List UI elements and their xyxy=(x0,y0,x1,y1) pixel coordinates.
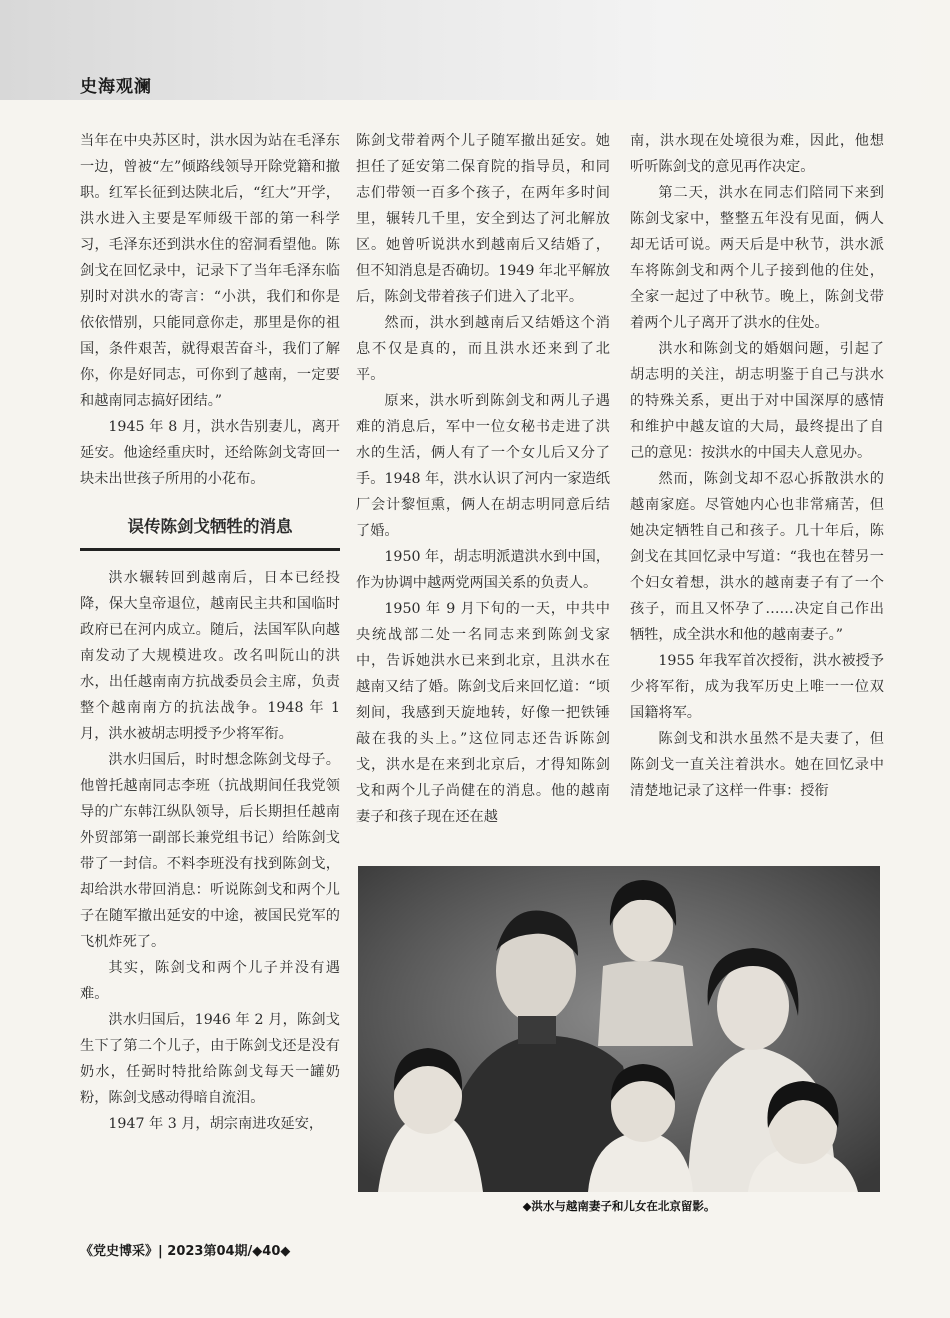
photo-caption: ◆洪水与越南妻子和儿女在北京留影。 xyxy=(522,1199,716,1213)
paragraph: 洪水归国后，时时想念陈剑戈母子。他曾托越南同志李班（抗战期间任我党领导的广东韩江纵队领导，后长期担任越南外贸部第一副部长兼党组书记）给陈剑戈带了一封信。不料李班没有找到陈剑戈，却给洪水带回消息：听说陈剑戈和两个儿子在随军撤出延安的中途，被国民党军的飞机炸死了。 xyxy=(80,752,340,950)
paragraph: 然而，陈剑戈却不忍心拆散洪水的越南家庭。尽管她内心也非常痛苦，但她决定牺牲自己和孩子。几十年后，陈剑戈在其回忆录中写道：“我也在替另一个妇女着想，洪水的越南妻子有了一个孩子，而且又怀孕了……决定自己作出牺牲，成全洪水和他的越南妻子。” xyxy=(630,471,884,643)
paragraph: 第二天，洪水在同志们陪同下来到陈剑戈家中，整整五年没有见面，俩人却无话可说。两天后是中秋节，洪水派车将陈剑戈和两个儿子接到他的住处，全家一起过了中秋节。晚上，陈剑戈带着两个儿子离开了洪水的住处。 xyxy=(630,185,884,331)
column-2 xyxy=(356,128,610,830)
paragraph: 1950 年，胡志明派遣洪水到中国，作为协调中越两党两国关系的负责人。 xyxy=(356,549,610,591)
section-title: 史海观澜 xyxy=(80,77,152,97)
paragraph: 洪水和陈剑戈的婚姻问题，引起了胡志明的关注，胡志明鉴于自己与洪水的特殊关系，更出于对中国深厚的感情和维护中越友谊的大局，最终提出了自己的意见：按洪水的中国夫人意见办。 xyxy=(630,341,884,461)
family-photo xyxy=(358,866,880,1192)
column-1 xyxy=(80,128,340,1137)
paragraph: 洪水归国后，1946 年 2 月，陈剑戈生下了第二个儿子，由于陈剑戈还是没有奶水，任弼时特批给陈剑戈每天一罐奶粉，陈剑戈感动得暗自流泪。 xyxy=(80,1012,340,1106)
paragraph: 1950 年 9 月下旬的一天，中共中央统战部二处一名同志来到陈剑戈家中，告诉她洪水已来到北京，且洪水在越南又结了婚。陈剑戈后来回忆道：“顷刻间，我感到天旋地转，好像一把铁锤敲在我的头上。”这位同志还告诉陈剑戈，洪水是在来到北京后，才得知陈剑戈和两个儿子尚健在的消息。他的越南妻子和孩子现在还在越 xyxy=(356,601,610,825)
subheading: 误传陈剑戈牺牲的消息 xyxy=(80,514,340,551)
paragraph: 然而，洪水到越南后又结婚这个消息不仅是真的，而且洪水还来到了北平。 xyxy=(356,315,610,383)
page-footer: 《党史博采》| 2023第04期/◆40◆ xyxy=(80,1244,291,1259)
family-photo-illustration xyxy=(358,866,880,1192)
paragraph: 陈剑戈和洪水虽然不是夫妻了，但陈剑戈一直关注着洪水。她在回忆录中清楚地记录了这样一件事：授衔 xyxy=(630,731,884,799)
paragraph: 1955 年我军首次授衔，洪水被授予少将军衔，成为我军历史上唯一一位双国籍将军。 xyxy=(630,653,884,721)
paragraph: 1947 年 3 月，胡宗南进攻延安， xyxy=(108,1116,324,1132)
column-3 xyxy=(630,128,884,804)
paragraph: 陈剑戈带着两个儿子随军撤出延安。她担任了延安第二保育院的指导员，和同志们带领一百多个孩子，在两年多时间里，辗转几千里，安全到达了河北解放区。她曾听说洪水到越南后又结婚了，但不知消息是否确切。1949 年北平解放后，陈剑戈带着孩子们进入了北平。 xyxy=(356,133,610,305)
paragraph: 当年在中央苏区时，洪水因为站在毛泽东一边，曾被“左”倾路线领导开除党籍和撤职。红军长征到达陕北后，“红大”开学，洪水进入主要是军师级干部的第一科学习，毛泽东还到洪水住的窑洞看望他。陈剑戈在回忆录中，记录下了当年毛泽东临别时对洪水的寄言：“小洪，我们和你是依依惜别，只能同意你走，那里是你的祖国，条件艰苦，就得艰苦奋斗，我们了解你，你是好同志，可你到了越南，一定要和越南同志搞好团结。” xyxy=(80,133,340,409)
paragraph: 1945 年 8 月，洪水告别妻儿，离开延安。他途经重庆时，还给陈剑戈寄回一块未出世孩子所用的小花布。 xyxy=(80,419,340,487)
paragraph: 洪水辗转回到越南后，日本已经投降，保大皇帝退位，越南民主共和国临时政府已在河内成立。随后，法国军队向越南发动了大规模进攻。改名叫阮山的洪水，出任越南南方抗战委员会主席，负责整个越南南方的抗法战争。1948 年 1 月，洪水被胡志明授予少将军衔。 xyxy=(80,570,340,742)
paragraph: 原来，洪水听到陈剑戈和两儿子遇难的消息后，军中一位女秘书走进了洪水的生活，俩人有了一个女儿后又分了手。1948 年，洪水认识了河内一家造纸厂会计黎恒熏，俩人在胡志明同意后结了婚。 xyxy=(356,393,610,539)
paragraph: 南，洪水现在处境很为难，因此，他想听听陈剑戈的意见再作决定。 xyxy=(630,133,884,175)
paragraph: 其实，陈剑戈和两个儿子并没有遇难。 xyxy=(80,960,340,1002)
